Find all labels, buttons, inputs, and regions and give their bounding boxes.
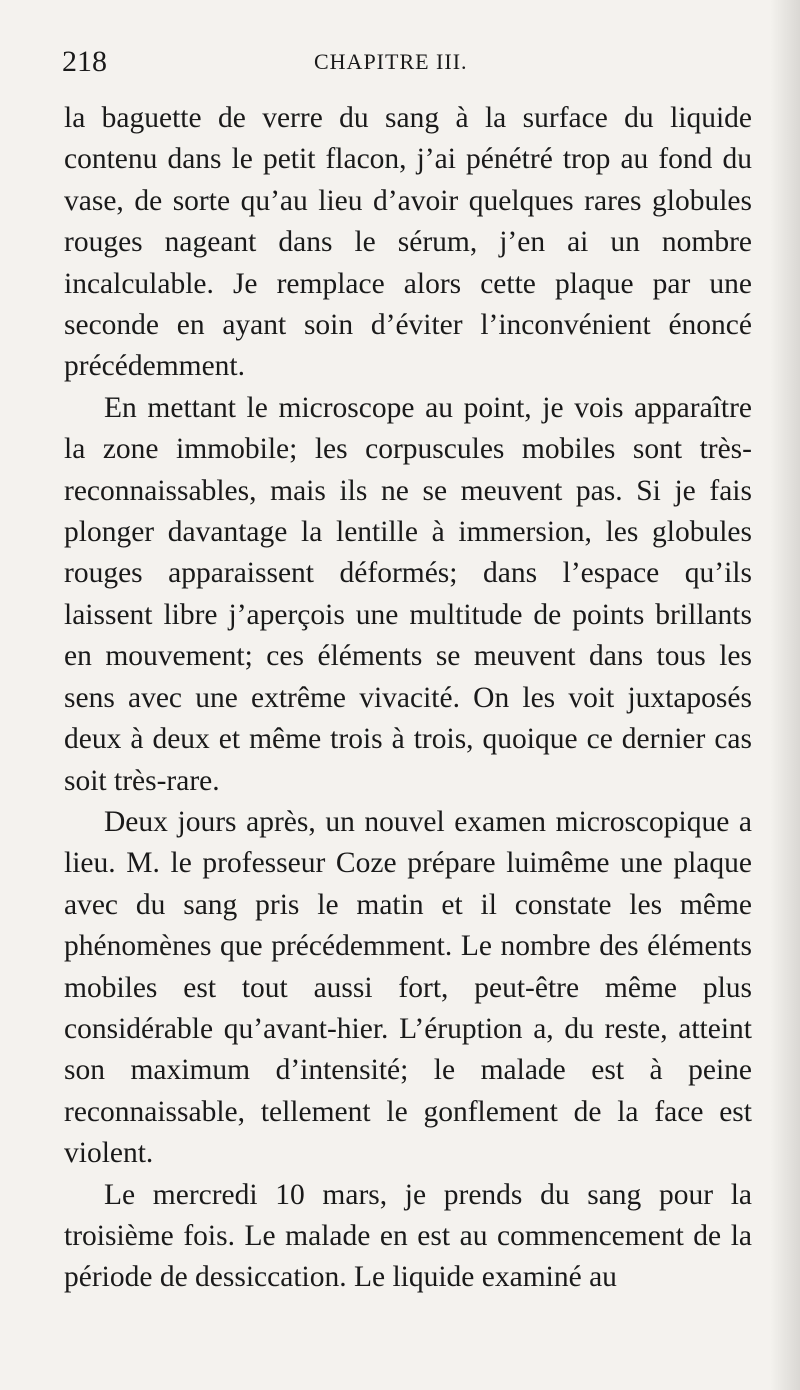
- body-text: [64, 98, 752, 1299]
- paragraph: Deux jours après, un nouvel examen microscopique a lieu. M. le professeur Coze prépare luimême une plaque avec du sang pris le matin et il constate les même phénomènes que précédemment. Le nombre des éléments mobiles est tout aussi fort, peut-être même plus considérable qu’avant-hier. L’éruption a, du reste, atteint son maximum d’intensité; le malade est à peine reconnaissable, tellement le gonflement de la face est violent.: [64, 805, 752, 1170]
- page-edge-shadow: [770, 0, 800, 1390]
- page-number: 218: [62, 45, 107, 78]
- running-header: [62, 40, 752, 84]
- paragraph: En mettant le microscope au point, je vois apparaître la zone immobile; les corpuscules mobiles sont très-reconnaissables, mais ils ne se meuvent pas. Si je fais plonger davantage la lentille à immersion, les globules rouges apparaissent déformés; dans l’espace qu’ils laissent libre j’aperçois une multitude de points brillants en mouvement; ces éléments se meuvent dans tous les sens avec une extrême vivacité. On les voit juxtaposés deux à deux et même trois à trois, quoique ce dernier cas soit très-rare.: [64, 391, 752, 797]
- paragraph: Le mercredi 10 mars, je prends du sang pour la troisième fois. Le malade en est au commencement de la période de dessiccation. Le liquide examiné au: [64, 1178, 752, 1294]
- paragraph-continued: la baguette de verre du sang à la surface du liquide contenu dans le petit flacon, j’ai pénétré trop au fond du vase, de sorte qu’au lieu d’avoir quelques rares globules rouges nageant dans le sérum, j’en ai un nombre incalculable. Je remplace alors cette plaque par une seconde en ayant soin d’éviter l’inconvénient énoncé précédemment.: [64, 102, 752, 383]
- chapter-title: CHAPITRE III.: [314, 49, 468, 74]
